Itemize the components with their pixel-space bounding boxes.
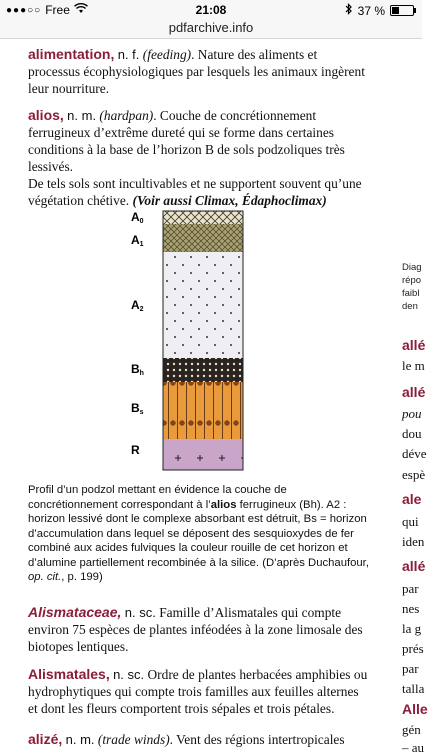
label-bh: Bh	[131, 362, 144, 377]
adjacent-caption-line: den	[402, 301, 418, 312]
layer-bh	[163, 358, 243, 382]
layer-a1	[163, 224, 243, 252]
adjacent-line: par	[402, 661, 419, 676]
caption-text-3: , p. 199)	[61, 571, 103, 583]
adjacent-caption-line: faibl	[402, 288, 420, 299]
translation: (trade winds)	[97, 732, 170, 747]
clock: 21:08	[195, 3, 227, 17]
adjacent-caption-line: Diag	[402, 262, 422, 273]
label-r: R	[131, 443, 140, 457]
adjacent-page	[372, 39, 428, 755]
layer-a0	[163, 211, 243, 224]
headword: Alismatales,	[28, 666, 110, 682]
adjacent-line: dou	[402, 426, 422, 441]
grammar-label: n. sc.	[124, 605, 156, 620]
layer-a2	[163, 252, 243, 358]
adjacent-line: – au	[402, 740, 425, 755]
bluetooth-icon	[345, 3, 353, 18]
figure-caption	[28, 483, 370, 585]
carrier-name: Free	[45, 3, 70, 17]
adjacent-line: la g	[402, 621, 422, 636]
battery-level	[392, 7, 399, 14]
adjacent-line: iden	[402, 534, 425, 549]
adjacent-line: par	[402, 581, 419, 596]
headword: alimentation,	[28, 46, 115, 62]
adjacent-line: le m	[402, 358, 425, 373]
entry-alios	[28, 107, 370, 209]
translation: (hardpan)	[99, 108, 154, 123]
label-a1: A1	[131, 233, 144, 248]
adjacent-headword: ale	[402, 491, 422, 507]
adjacent-line: qui	[402, 514, 419, 529]
adjacent-line: espè	[402, 467, 426, 482]
label-bs: Bs	[131, 401, 144, 416]
caption-bold: alios	[210, 498, 237, 511]
headword: alizé,	[28, 731, 63, 747]
pdf-viewer[interactable]	[0, 39, 428, 755]
see-also-link[interactable]: (Voir aussi Climax, Édaphoclimax)	[132, 193, 327, 208]
headword: Alismataceae,	[28, 604, 122, 620]
grammar-label: n. m.	[65, 732, 95, 747]
adjacent-line: gén	[402, 722, 421, 737]
layer-r	[163, 439, 243, 470]
definition-continued: De tels sols sont incultivables et ne supportent souvent qu’une végétation chétive.	[28, 176, 362, 208]
caption-italic: op. cit.	[28, 571, 62, 583]
adjacent-headword: allé	[402, 337, 426, 353]
adjacent-line: pou	[402, 406, 422, 421]
entry-alismataceae	[28, 604, 370, 655]
caption-text: Profil d’un podzol mettant en évidence la couche de concrétionnement correspondant à l’	[28, 484, 287, 511]
adjacent-caption-line: répo	[402, 275, 422, 286]
adjacent-line: déve	[402, 446, 427, 461]
label-a0: A0	[131, 210, 144, 225]
status-right	[345, 3, 414, 18]
definition: . Couche de concrétionnement ferrugineux d’extrême dureté qui se forme dans certaines conditions à la base de l’horizon B de sols podzoliques très lessivés.	[28, 108, 345, 174]
adjacent-line: talla	[402, 681, 425, 696]
battery-icon	[390, 5, 414, 16]
definition: . Vent des régions intertropicales	[169, 732, 345, 747]
label-a2: A2	[131, 298, 144, 313]
definition: Ordre de plantes herbacées amphibies ou hydrophytiques qui compte trois familles aux feuilles alternes et dont les fleurs comportent trois sépales et trois pétales.	[28, 667, 368, 716]
layer-bs	[163, 382, 243, 439]
entry-alimentation	[28, 46, 370, 97]
url-text[interactable]: pdfarchive.info	[168, 20, 254, 35]
adjacent-line: prés	[402, 641, 424, 656]
caption-text-2: ferrugineux (Bh). A2 : horizon lessivé dont le complexe absorbant est détruit, Bs = horizon d’accumulation dans lequel se déposent des sesquioxydes de fer combiné aux acides fulviques la couleur rouille de cet horizon et d’alumine partiellement recombinée à la silice. (D’après Duchaufour,	[28, 498, 369, 569]
entry-alize	[28, 731, 370, 748]
translation: (feeding)	[142, 47, 192, 62]
url-bar[interactable]	[0, 20, 422, 39]
grammar-label: n. f.	[117, 47, 140, 62]
entry-alismatales	[28, 666, 370, 717]
adjacent-headword: allé	[402, 558, 426, 574]
grammar-label: n. m.	[67, 108, 97, 123]
definition: Famille d’Alismatales qui compte environ 75 espèces de plantes inféodées à la zone limosale des biotopes lentiques.	[28, 605, 363, 654]
adjacent-headword: allé	[402, 384, 426, 400]
grammar-label: n. sc.	[113, 667, 145, 682]
battery-percent: 37 %	[357, 3, 385, 18]
headword: alios,	[28, 107, 64, 123]
adjacent-line: nes	[402, 601, 420, 616]
adjacent-headword: Alle	[402, 701, 428, 717]
signal-icon: ●●●○○	[6, 4, 42, 16]
podzol-profile-diagram	[123, 205, 253, 480]
definition: . Nature des aliments et processus écophysiologiques par lesquels les animaux ingèrent leur nourriture.	[28, 47, 365, 96]
status-bar	[0, 0, 422, 20]
